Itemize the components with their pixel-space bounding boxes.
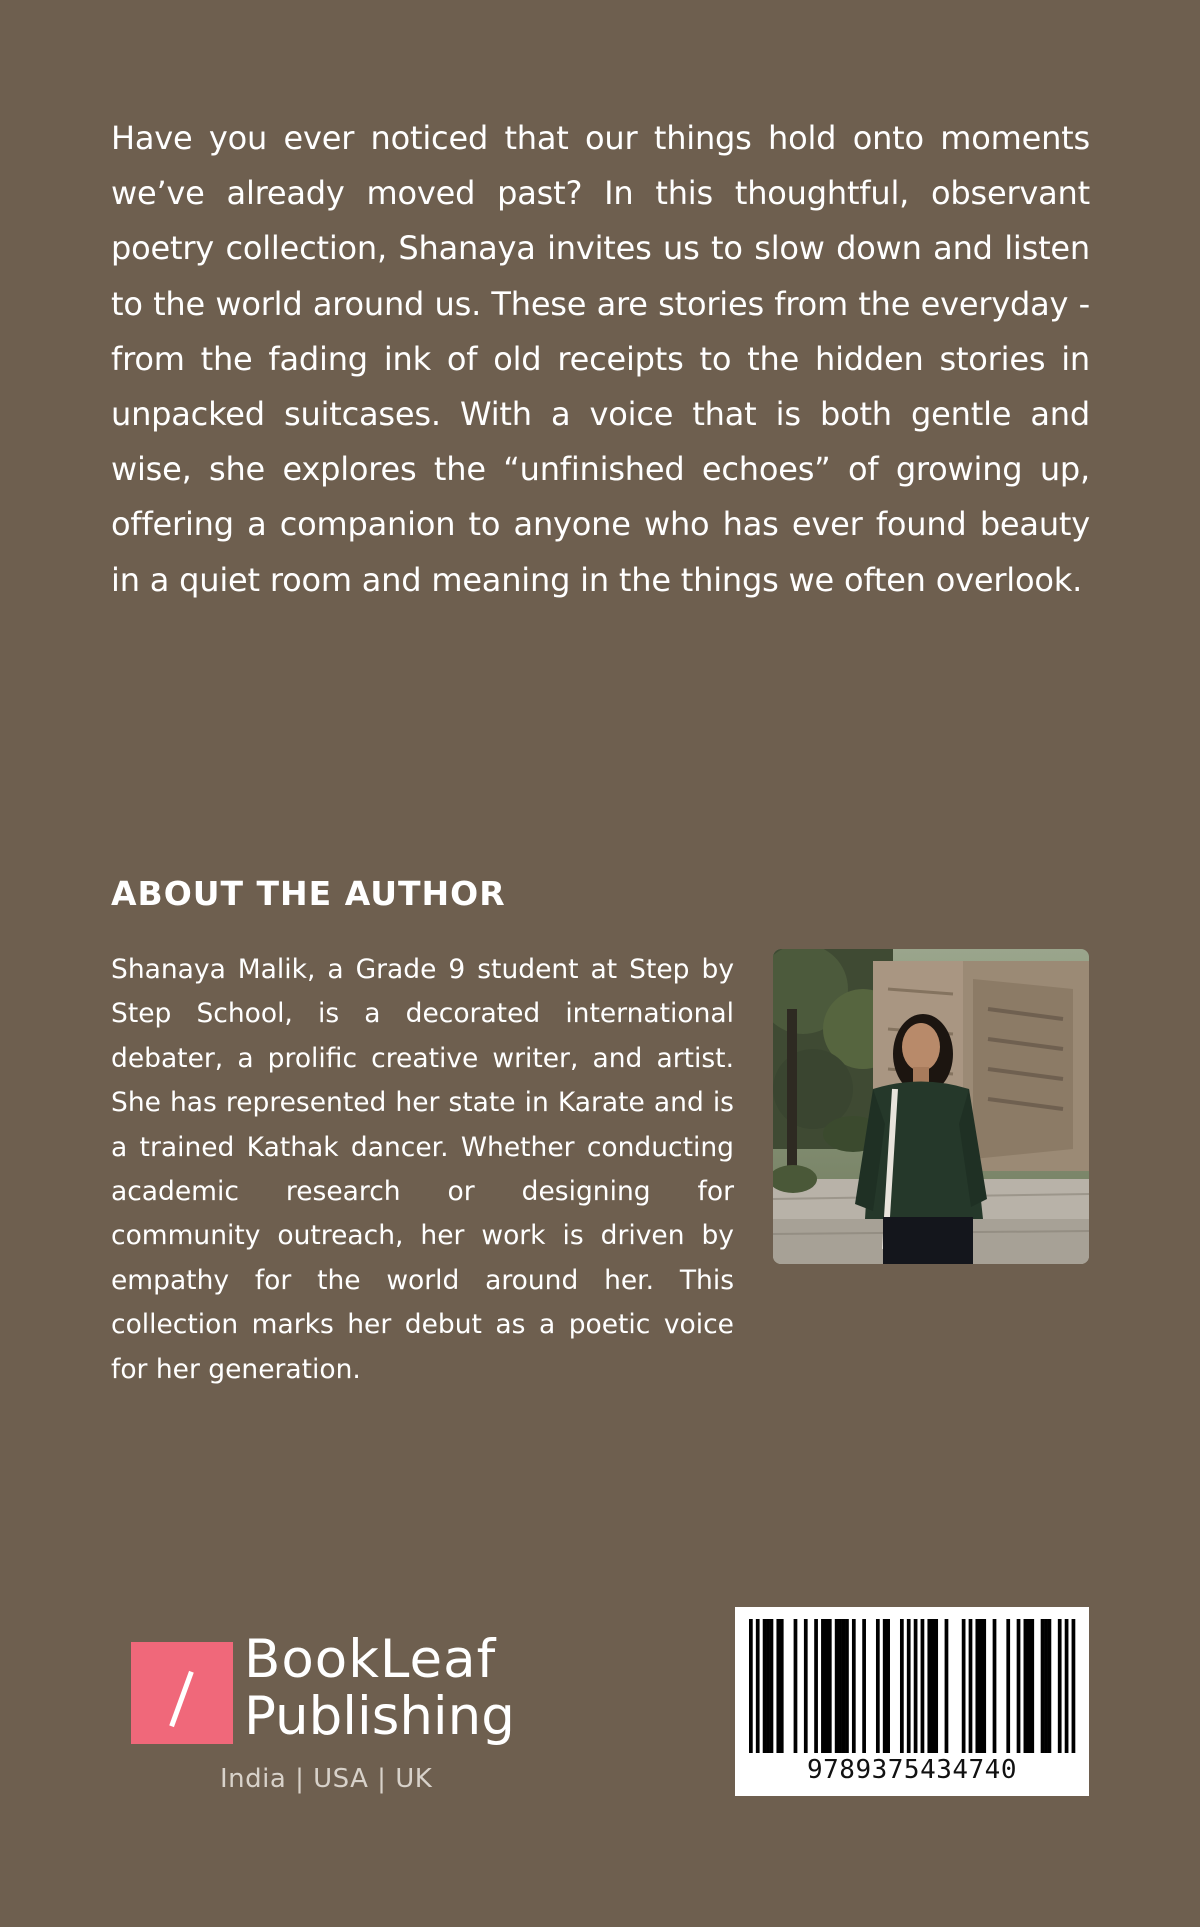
barcode-bar xyxy=(835,1619,839,1753)
barcode-bar xyxy=(969,1619,973,1753)
isbn-number: 9789375434740 xyxy=(807,1755,1017,1785)
publisher-locations: India | USA | UK xyxy=(220,1764,433,1794)
barcode-bar xyxy=(1065,1619,1069,1753)
barcode-bar xyxy=(1030,1619,1034,1753)
barcode-bar xyxy=(804,1619,808,1753)
barcode-bar xyxy=(993,1619,997,1753)
about-author-heading: ABOUT THE AUTHOR xyxy=(111,874,506,913)
barcode-bar xyxy=(1072,1619,1076,1753)
barcode-bar xyxy=(749,1619,753,1753)
barcode-bar xyxy=(1017,1619,1021,1753)
barcode-bar xyxy=(780,1619,784,1753)
slash-icon xyxy=(169,1671,194,1727)
barcode-bar xyxy=(838,1619,842,1753)
cover-blurb: Have you ever noticed that our things hold onto moments we’ve already moved past? In this thoughtful, observant poetry collection, Shanaya invites us to slow down and listen to the world around us. These are stories from the everyday - from the fading ink of old receipts to the hidden stories in unpacked suitcases. With a voice that is both gentle and wise, she explores the “unfinished echoes” of growing up, offering a companion to anyone who has ever found beauty in a quiet room and meaning in the things we often overlook. xyxy=(111,119,1090,599)
barcode-bar xyxy=(756,1619,760,1753)
barcode-bar xyxy=(1027,1619,1031,1753)
barcode-bar xyxy=(927,1619,931,1753)
barcode-bar xyxy=(934,1619,938,1753)
barcode-bar xyxy=(914,1619,918,1753)
barcode-bar xyxy=(945,1619,949,1753)
about-author-text: Shanaya Malik, a Grade 9 student at Step by Step School, is a decorated international debater, a prolific creative writer, and artist. She has represented her state in Karate and is a trained Kathak dancer. Whether conducting academic research or designing for community outreach, her work is driven by empathy for the world around her. This collection marks her debut as a poetic voice for her generation. xyxy=(111,954,734,1385)
barcode-bar xyxy=(766,1619,770,1753)
publisher-name-line2: Publishing xyxy=(244,1686,515,1747)
barcode-bar xyxy=(862,1619,866,1753)
barcode-bar xyxy=(842,1619,846,1753)
author-photo xyxy=(773,949,1089,1264)
author-photo-illustration xyxy=(773,949,1089,1264)
barcode-bar xyxy=(921,1619,925,1753)
barcode-bar xyxy=(979,1619,983,1753)
barcode-bar xyxy=(931,1619,935,1753)
barcode-bar xyxy=(900,1619,904,1753)
isbn-barcode xyxy=(735,1607,1089,1796)
barcode-bar xyxy=(1041,1619,1045,1753)
barcode-bar xyxy=(770,1619,774,1753)
publisher-logo xyxy=(131,1629,521,1796)
barcode-bar xyxy=(876,1619,880,1753)
barcode-bar xyxy=(852,1619,856,1753)
barcode-bar xyxy=(828,1619,832,1753)
barcode-bar xyxy=(975,1619,979,1753)
barcode-bar xyxy=(821,1619,825,1753)
barcode-bars xyxy=(735,1607,1089,1757)
publisher-logo-mark xyxy=(131,1642,233,1744)
barcode-bar xyxy=(886,1619,890,1753)
publisher-name-line1: BookLeaf xyxy=(244,1629,497,1690)
barcode-bar xyxy=(763,1619,767,1753)
barcode-bar xyxy=(776,1619,780,1753)
barcode-bar xyxy=(962,1619,966,1753)
barcode-bar xyxy=(1044,1619,1048,1753)
barcode-bar xyxy=(883,1619,887,1753)
barcode-bar xyxy=(845,1619,849,1753)
barcode-bar xyxy=(1048,1619,1052,1753)
barcode-bar xyxy=(1024,1619,1028,1753)
barcode-bar xyxy=(1058,1619,1062,1753)
barcode-bar xyxy=(824,1619,828,1753)
barcode-bar xyxy=(794,1619,798,1753)
barcode-bar xyxy=(982,1619,986,1753)
barcode-bar xyxy=(1006,1619,1010,1753)
barcode-bar xyxy=(907,1619,911,1753)
barcode-bar xyxy=(814,1619,818,1753)
